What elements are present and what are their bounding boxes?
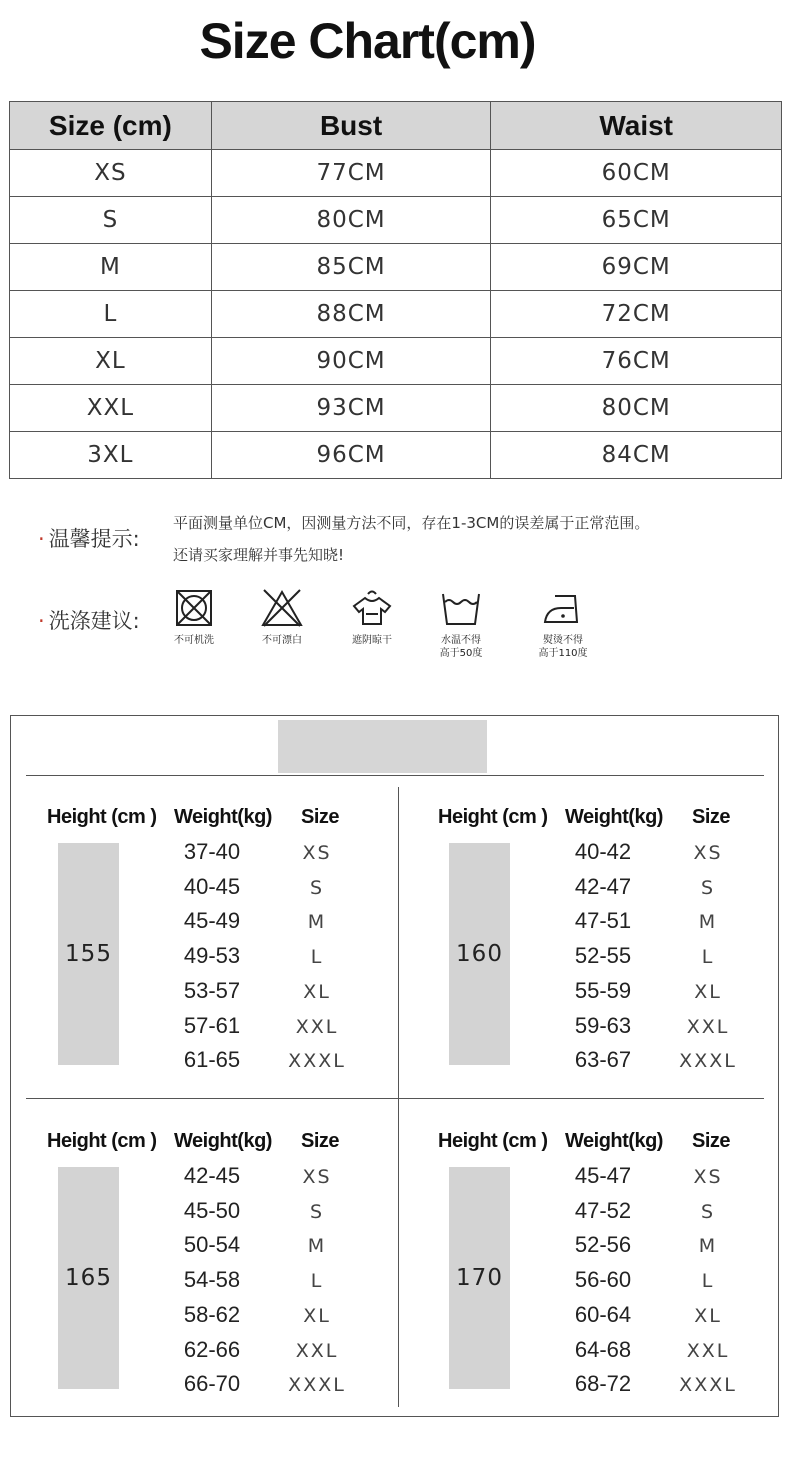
table-row [10, 244, 782, 291]
cell-bust: 88CM [211, 291, 491, 338]
size-value: M [307, 1235, 327, 1258]
divider [26, 1098, 764, 1099]
washing-label-text: 洗涤建议: [48, 609, 140, 633]
water-temp-icon [439, 588, 483, 628]
size-value: XXL [686, 1015, 730, 1038]
care-item-water-temp [416, 588, 506, 660]
weight-range: 45-49 [183, 908, 241, 934]
weight-range: 62-66 [183, 1336, 241, 1362]
size-value: XXXL [288, 1374, 346, 1397]
care-label: 熨烫不得 [543, 635, 583, 646]
column-header-weight: Weight(kg) [565, 806, 663, 828]
size-value: L [701, 1270, 715, 1293]
weight-range: 45-47 [574, 1163, 632, 1188]
size-value: XXL [686, 1339, 730, 1362]
cell-waist: 72CM [491, 291, 782, 338]
weight-range: 61-65 [183, 1047, 241, 1073]
cell-size: M [10, 244, 212, 291]
column-header-weight: Weight(kg) [565, 1130, 663, 1152]
cell-size: S [10, 197, 212, 244]
size-value: XXXL [679, 1050, 737, 1073]
size-value: L [310, 1270, 324, 1293]
size-value: L [701, 946, 715, 969]
panel-header-bar [278, 720, 487, 773]
care-item-no-machine-wash [149, 588, 239, 647]
size-value: XXXL [288, 1050, 346, 1073]
size-value: XS [302, 842, 332, 864]
care-label: 遮阴晾干 [352, 635, 392, 646]
weight-range: 49-53 [183, 943, 241, 969]
tips-label-text: 温馨提示: [48, 527, 140, 551]
divider [398, 787, 399, 1407]
weight-range: 50-54 [183, 1232, 241, 1258]
size-value: XXL [295, 1339, 339, 1362]
dry-in-shade-icon [350, 588, 394, 628]
weight-range: 56-60 [574, 1267, 632, 1293]
column-header-height: Height (cm ) [438, 1130, 548, 1152]
column-header-height: Height (cm ) [47, 1130, 157, 1152]
column-header-size: Size [692, 1130, 731, 1152]
weight-range: 52-55 [574, 943, 632, 969]
weight-range: 66-70 [183, 1371, 241, 1397]
weight-range: 57-61 [183, 1012, 241, 1038]
bullet-dot: · [38, 609, 45, 633]
weight-range: 52-56 [574, 1232, 632, 1258]
weight-range: 68-72 [574, 1371, 632, 1397]
column-header-size: Size [301, 806, 340, 828]
size-value: M [698, 911, 718, 934]
size-value: XS [693, 1166, 723, 1188]
header-waist: Waist [491, 102, 782, 150]
weight-range: 58-62 [183, 1301, 241, 1327]
cell-waist: 76CM [491, 338, 782, 385]
column-header-weight: Weight(kg) [174, 1130, 272, 1152]
page-title: Size Chart(cm) [199, 13, 536, 69]
header-bust: Bust [211, 102, 491, 150]
weight-range: 59-63 [574, 1012, 632, 1038]
size-value: XXL [295, 1015, 339, 1038]
height-value: 170 [449, 1167, 510, 1389]
divider [26, 775, 764, 776]
cell-bust: 80CM [211, 197, 491, 244]
washing-label [38, 605, 140, 635]
table-row [10, 385, 782, 432]
cell-bust: 77CM [211, 150, 491, 197]
weight-range: 53-57 [183, 977, 241, 1003]
cell-bust: 93CM [211, 385, 491, 432]
care-item-iron [518, 588, 608, 660]
tips-line-1: 平面测量单位CM，因测量方法不同，存在1-3CM的误差属于正常范围。 [173, 514, 650, 532]
cell-bust: 85CM [211, 244, 491, 291]
weight-range: 40-42 [574, 839, 632, 864]
care-label-2: 高于110度 [538, 648, 588, 659]
bullet-dot: · [38, 527, 45, 551]
weight-range: 54-58 [183, 1267, 241, 1293]
weight-range: 42-45 [183, 1163, 241, 1188]
cell-waist: 84CM [491, 432, 782, 479]
weight-range: 45-50 [183, 1197, 241, 1223]
weight-range: 42-47 [574, 873, 632, 899]
size-value: S [700, 876, 716, 899]
weight-range: 37-40 [183, 839, 241, 864]
care-label: 不可机洗 [174, 635, 214, 646]
tips-line-2: 还请买家理解并事先知晓! [173, 546, 345, 564]
care-label-2: 高于50度 [439, 648, 483, 659]
height-value: 160 [449, 843, 510, 1065]
column-header-weight: Weight(kg) [174, 806, 272, 828]
cell-waist: 80CM [491, 385, 782, 432]
size-value: XL [694, 980, 722, 1003]
cell-bust: 90CM [211, 338, 491, 385]
size-value: XS [302, 1166, 332, 1188]
care-item-dry-in-shade [327, 588, 417, 647]
cell-waist: 60CM [491, 150, 782, 197]
no-machine-wash-icon [174, 588, 214, 628]
size-value: XS [693, 842, 723, 864]
table-row [10, 338, 782, 385]
column-header-size: Size [692, 806, 731, 828]
header-size: Size (cm) [10, 102, 212, 150]
weight-range: 47-51 [574, 908, 632, 934]
cell-waist: 69CM [491, 244, 782, 291]
size-value: S [309, 1200, 325, 1223]
cell-size: XL [10, 338, 212, 385]
size-value: L [310, 946, 324, 969]
height-value: 155 [58, 843, 119, 1065]
size-value: M [307, 911, 327, 934]
table-row [10, 197, 782, 244]
table-row [10, 291, 782, 338]
size-value: M [698, 1235, 718, 1258]
weight-range: 63-67 [574, 1047, 632, 1073]
weight-range: 47-52 [574, 1197, 632, 1223]
cell-waist: 65CM [491, 197, 782, 244]
cell-size: L [10, 291, 212, 338]
care-item-no-bleach [237, 588, 327, 647]
column-header-size: Size [301, 1130, 340, 1152]
size-value: XL [694, 1304, 722, 1327]
iron-icon [541, 588, 585, 628]
table-row [10, 150, 782, 197]
cell-size: XXL [10, 385, 212, 432]
cell-size: 3XL [10, 432, 212, 479]
weight-range: 40-45 [183, 873, 241, 899]
size-value: XL [303, 980, 331, 1003]
care-label: 不可漂白 [262, 635, 302, 646]
height-value: 165 [58, 1167, 119, 1389]
table-row [10, 432, 782, 479]
no-bleach-icon [260, 588, 304, 628]
cell-size: XS [10, 150, 212, 197]
size-table-header [10, 102, 782, 150]
size-value: S [309, 876, 325, 899]
size-table [9, 101, 782, 479]
weight-range: 64-68 [574, 1336, 632, 1362]
weight-range: 55-59 [574, 977, 632, 1003]
weight-range: 60-64 [574, 1301, 632, 1327]
size-value: XXXL [679, 1374, 737, 1397]
column-header-height: Height (cm ) [47, 806, 157, 828]
size-value: XL [303, 1304, 331, 1327]
care-label: 水温不得 [441, 635, 481, 646]
size-value: S [700, 1200, 716, 1223]
cell-bust: 96CM [211, 432, 491, 479]
column-header-height: Height (cm ) [438, 806, 548, 828]
tips-label [38, 523, 140, 553]
